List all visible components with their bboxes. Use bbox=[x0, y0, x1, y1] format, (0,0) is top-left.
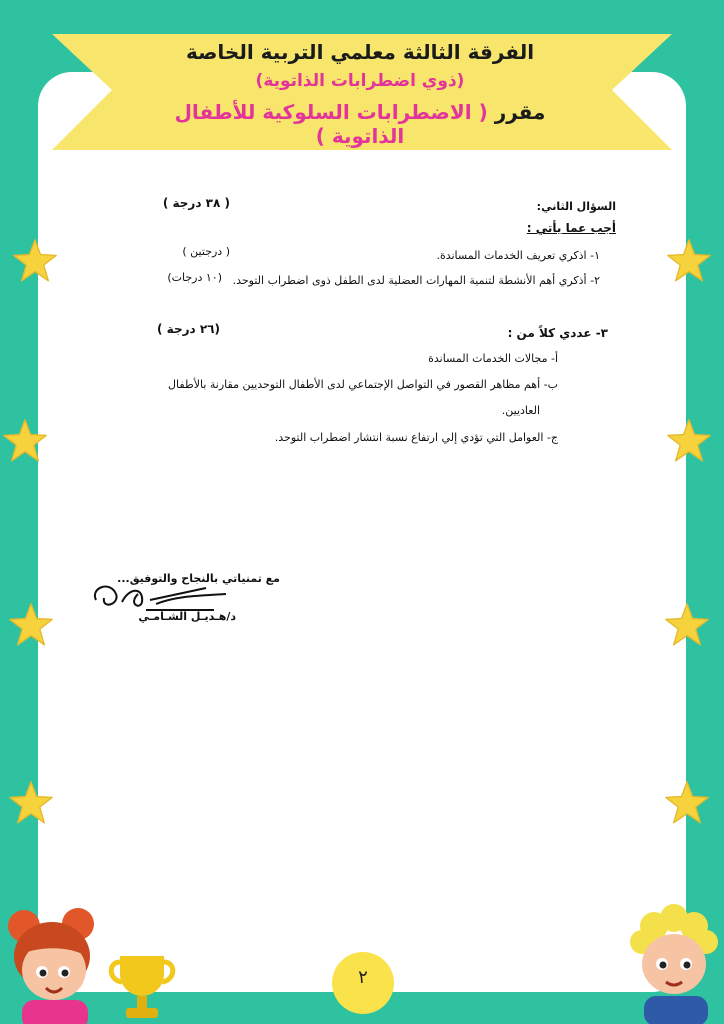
star-icon bbox=[8, 780, 54, 826]
star-icon bbox=[12, 238, 58, 284]
item-3-c: ج- العوامل التي تؤدي إلي ارتفاع نسبة انتشار اضطراب التوحد. bbox=[274, 431, 558, 444]
item-3-b-continued: العاديين. bbox=[501, 404, 540, 417]
header-line-2: (ذوي اضطرابات الذاتوية) bbox=[255, 71, 465, 91]
item-3-text: ٣- عددي كلاً من : bbox=[507, 326, 608, 340]
boy-character bbox=[624, 904, 724, 1024]
star-icon bbox=[664, 602, 710, 648]
star-icon bbox=[664, 780, 710, 826]
course-bracket-open: ( bbox=[478, 100, 488, 124]
header-line-1: الفرقة الثالثة معلمي التربية الخاصة bbox=[185, 40, 535, 64]
star-icon bbox=[666, 418, 712, 464]
item-2-marks: (١٠ درجات) bbox=[167, 271, 222, 284]
course-bracket-close: ) bbox=[315, 124, 325, 148]
trophy-icon bbox=[104, 950, 180, 1024]
item-1-marks: ( درجتين ) bbox=[182, 245, 230, 258]
signature-name: د/هـديـل الشـامـي bbox=[138, 610, 236, 623]
item-1-text: ١- اذكري تعريف الخدمات المساندة. bbox=[436, 249, 600, 262]
course-prefix: مقرر bbox=[494, 100, 546, 124]
star-icon bbox=[666, 238, 712, 284]
girl-character bbox=[0, 904, 110, 1024]
page-number: ٢ bbox=[358, 967, 368, 988]
item-2-text: ٢- أذكري أهم الأنشطة لتنمية المهارات العضلية لدى الطفل ذوى اضطراب التوحد. bbox=[232, 274, 600, 287]
instruction: أجب عما يأتي : bbox=[526, 221, 616, 235]
star-icon bbox=[8, 602, 54, 648]
total-marks: ( ٣٨ درجة ) bbox=[162, 196, 230, 210]
item-3-b: ب- أهم مظاهر القصور في التواصل الإجتماعي لدى الأطفال التوحديين مقارنة بالأطفال bbox=[168, 378, 558, 391]
course-title: الاضطرابات السلوكية للأطفال الذاتوية bbox=[174, 100, 472, 148]
item-3-marks: (٢٦ درجة ) bbox=[157, 322, 220, 336]
item-3-a: أ- مجالات الخدمات المساندة bbox=[428, 352, 558, 365]
header-line-3 bbox=[140, 100, 580, 148]
closing-wishes: مع تمنياتي بالنجاح والتوفيق... bbox=[117, 572, 280, 585]
star-icon bbox=[2, 418, 48, 464]
question-title: السؤال الثاني: bbox=[536, 200, 616, 213]
